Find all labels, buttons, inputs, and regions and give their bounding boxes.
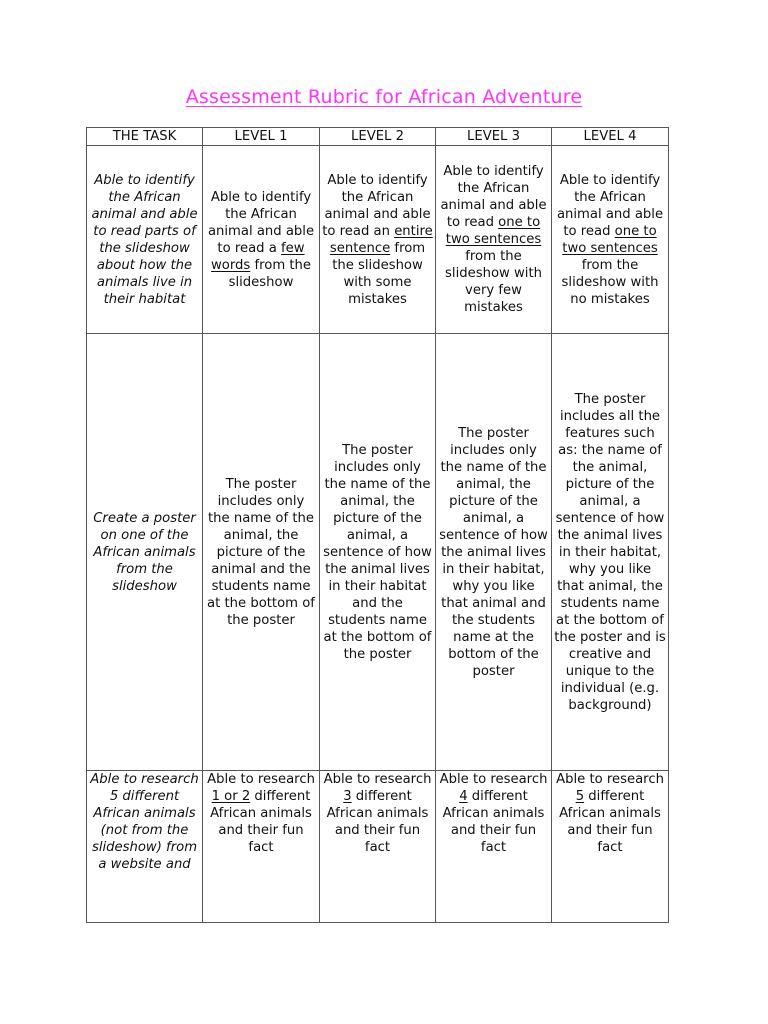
level-cell: The poster includes only the name of the animal, the picture of the animal, a sentence of how the animal lives in their habitat and the students name at the bottom of the poster: [320, 334, 436, 771]
header-level-1: LEVEL 1: [203, 128, 320, 146]
level-cell: Able to research 3 different African animals and their fun fact: [320, 771, 436, 923]
level-cell: Able to research 5 different African animals and their fun fact: [552, 771, 669, 923]
header-row: [87, 128, 669, 146]
level-cell: Able to identify the African animal and able to read one to two sentences from the slideshow with no mistakes: [552, 146, 669, 334]
level-cell: Able to research 1 or 2 different African animals and their fun fact: [203, 771, 320, 923]
task-cell: Create a poster on one of the African animals from the slideshow: [87, 334, 203, 771]
rubric-table: [86, 127, 669, 923]
rubric-title: Assessment Rubric for African Adventure: [185, 86, 583, 108]
header-level-3: LEVEL 3: [436, 128, 552, 146]
header-level-2: LEVEL 2: [320, 128, 436, 146]
task-cell: Able to identify the African animal and able to read parts of the slideshow about how the animals live in their habitat: [87, 146, 203, 334]
level-cell: Able to research 4 different African animals and their fun fact: [436, 771, 552, 923]
task-cell: Able to research 5 different African animals (not from the slideshow) from a website and: [87, 771, 203, 923]
table-row: [87, 146, 669, 334]
header-task: THE TASK: [87, 128, 203, 146]
level-cell: Able to identify the African animal and able to read one to two sentences from the slideshow with very few mistakes: [436, 146, 552, 334]
level-cell: The poster includes only the name of the animal, the picture of the animal, a sentence of how the animal lives in their habitat, why you like that animal and the students name at the bottom of the poster: [436, 334, 552, 771]
header-level-4: LEVEL 4: [552, 128, 669, 146]
table-row: [87, 334, 669, 771]
level-cell: Able to identify the African animal and able to read an entire sentence from the slideshow with some mistakes: [320, 146, 436, 334]
level-cell: The poster includes only the name of the animal, the picture of the animal and the students name at the bottom of the poster: [203, 334, 320, 771]
table-row: [87, 771, 669, 923]
level-cell: The poster includes all the features such as: the name of the animal, picture of the animal, a sentence of how the animal lives in their habitat, why you like that animal, the students name at the bottom of the poster and is creative and unique to the individual (e.g. background): [552, 334, 669, 771]
level-cell: Able to identify the African animal and able to read a few words from the slideshow: [203, 146, 320, 334]
